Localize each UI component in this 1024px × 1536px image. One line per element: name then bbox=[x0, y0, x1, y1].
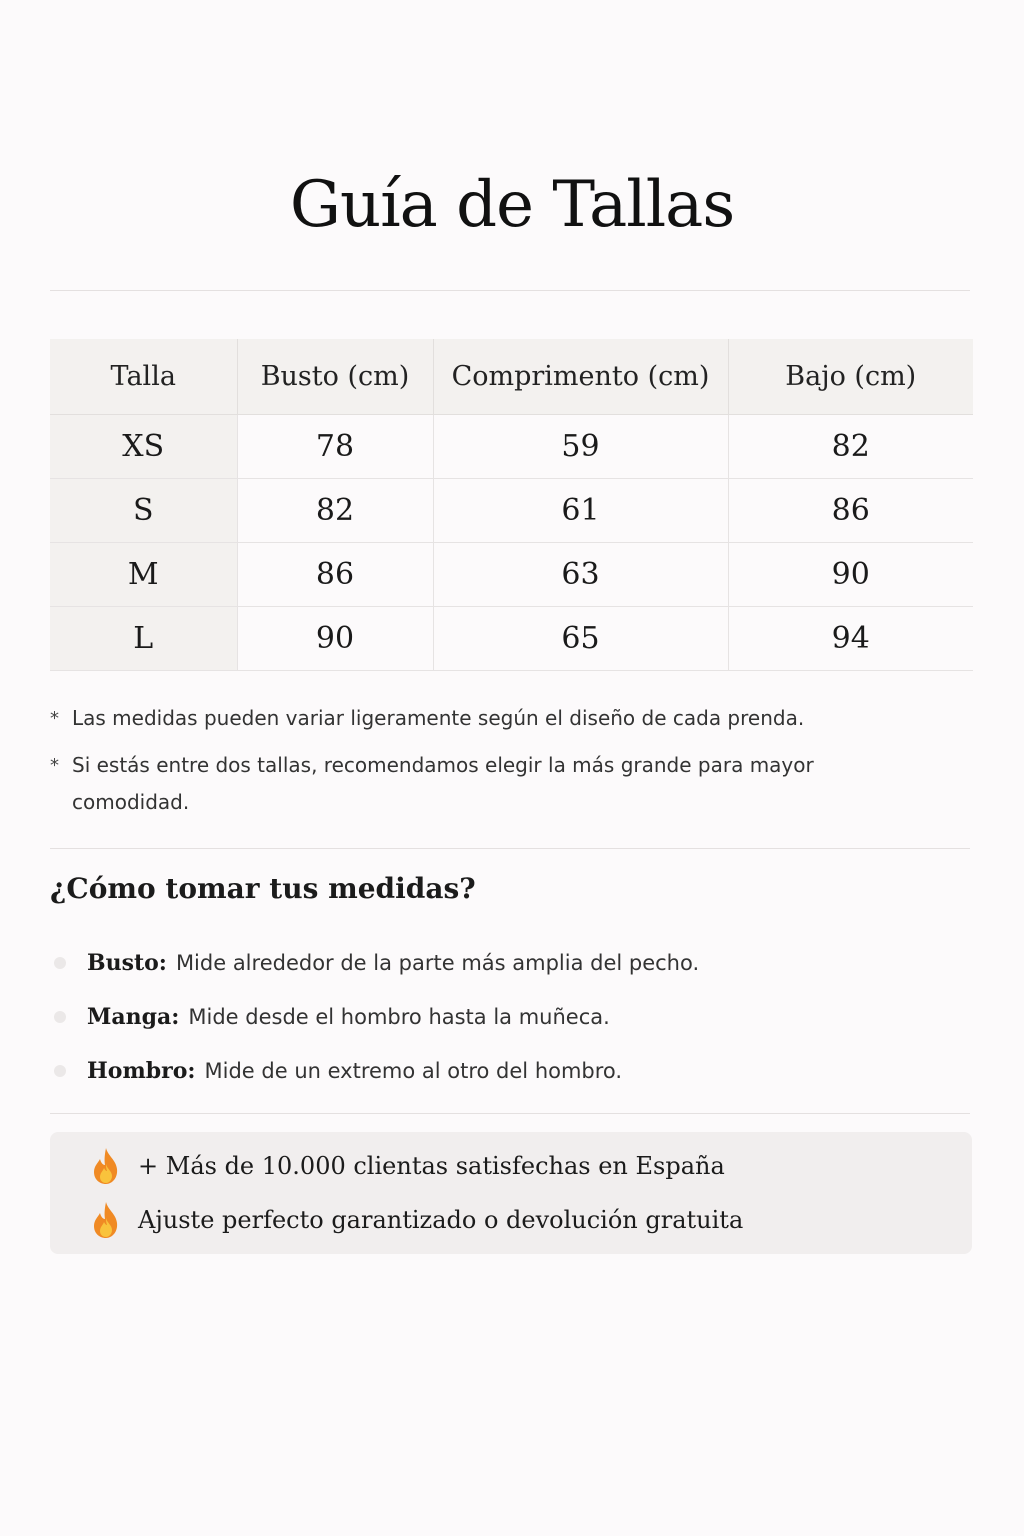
fire-icon bbox=[86, 1146, 126, 1186]
column-header-hem: Bajo (cm) bbox=[728, 339, 973, 415]
length-cell: 63 bbox=[433, 543, 728, 607]
column-header-size: Talla bbox=[50, 339, 237, 415]
asterisk-icon: * bbox=[50, 708, 59, 729]
table-row bbox=[50, 415, 973, 479]
table-header-row bbox=[50, 339, 973, 415]
list-item bbox=[50, 936, 699, 990]
divider bbox=[50, 290, 970, 291]
size-cell: L bbox=[50, 607, 237, 671]
size-cell: M bbox=[50, 543, 237, 607]
length-cell: 61 bbox=[433, 479, 728, 543]
notes bbox=[50, 700, 950, 831]
measurement-label: Hombro: bbox=[87, 1058, 196, 1084]
bullet-icon bbox=[54, 1065, 66, 1077]
note-item bbox=[50, 747, 840, 821]
bust-cell: 78 bbox=[237, 415, 433, 479]
bust-cell: 82 bbox=[237, 479, 433, 543]
table-row bbox=[50, 479, 973, 543]
list-item bbox=[50, 1044, 699, 1098]
size-cell: S bbox=[50, 479, 237, 543]
bullet-icon bbox=[54, 1011, 66, 1023]
promo-box bbox=[50, 1132, 972, 1254]
measurement-description: Mide alrededor de la parte más amplia del pecho. bbox=[175, 951, 700, 975]
measurement-list bbox=[50, 936, 699, 1098]
promo-text: Ajuste perfecto garantizado o devolución gratuita bbox=[138, 1206, 744, 1234]
section-title: ¿Cómo tomar tus medidas? bbox=[50, 872, 476, 905]
measurement-label: Manga: bbox=[87, 1004, 180, 1030]
hem-cell: 90 bbox=[728, 543, 973, 607]
list-item bbox=[50, 990, 699, 1044]
hem-cell: 82 bbox=[728, 415, 973, 479]
promo-line bbox=[86, 1146, 725, 1186]
bullet-icon bbox=[54, 957, 66, 969]
measurement-label: Busto: bbox=[87, 950, 167, 976]
fire-icon bbox=[86, 1200, 126, 1240]
length-cell: 59 bbox=[433, 415, 728, 479]
size-table bbox=[50, 339, 973, 671]
table-row bbox=[50, 607, 973, 671]
hem-cell: 86 bbox=[728, 479, 973, 543]
hem-cell: 94 bbox=[728, 607, 973, 671]
measurement-description: Mide desde el hombro hasta la muñeca. bbox=[188, 1005, 610, 1029]
measurement-description: Mide de un extremo al otro del hombro. bbox=[204, 1059, 623, 1083]
column-header-bust: Busto (cm) bbox=[237, 339, 433, 415]
promo-text: + Más de 10.000 clientas satisfechas en España bbox=[138, 1152, 725, 1180]
table-row bbox=[50, 543, 973, 607]
divider bbox=[50, 1113, 970, 1114]
bust-cell: 90 bbox=[237, 607, 433, 671]
length-cell: 65 bbox=[433, 607, 728, 671]
bust-cell: 86 bbox=[237, 543, 433, 607]
column-header-length: Comprimento (cm) bbox=[433, 339, 728, 415]
note-item bbox=[50, 700, 950, 737]
note-text: Si estás entre dos tallas, recomendamos elegir la más grande para mayor comodidad. bbox=[72, 753, 814, 814]
divider bbox=[50, 848, 970, 849]
page-title: Guía de Tallas bbox=[289, 168, 735, 242]
asterisk-icon: * bbox=[50, 755, 59, 776]
promo-line bbox=[86, 1200, 743, 1240]
size-cell: XS bbox=[50, 415, 237, 479]
note-text: Las medidas pueden variar ligeramente según el diseño de cada prenda. bbox=[72, 706, 805, 730]
